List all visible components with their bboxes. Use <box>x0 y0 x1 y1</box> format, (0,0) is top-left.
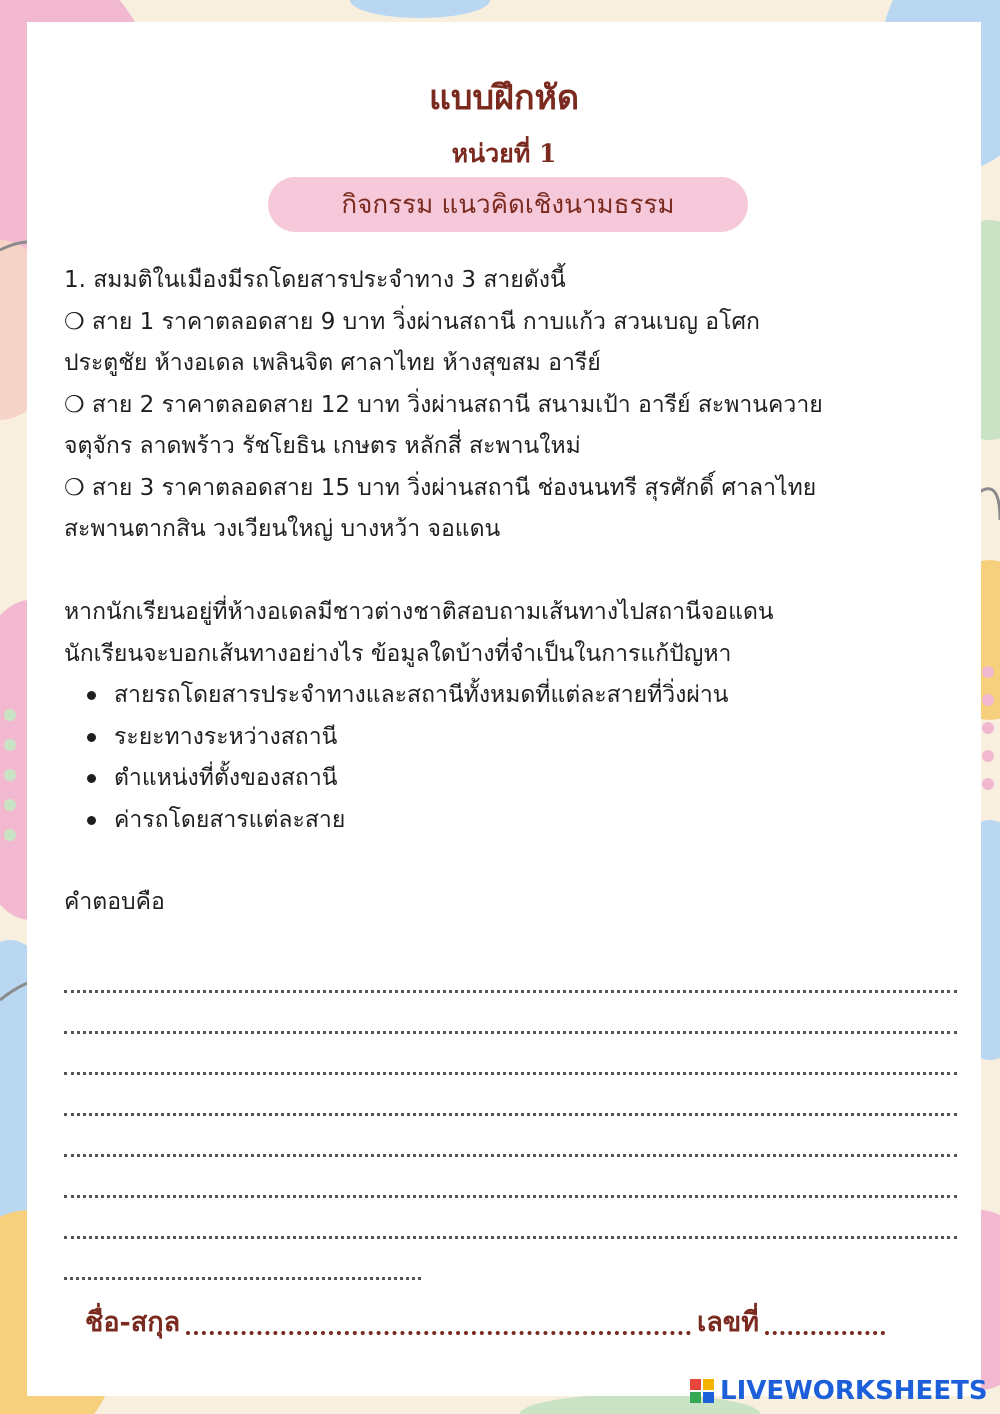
route-line: ❍ สาย 1 ราคาตลอดสาย 9 บาท วิ่งผ่านสถานี กาบแก้ว สวนเบญ อโศก <box>64 308 760 335</box>
liveworksheets-logo-icon <box>690 1379 714 1403</box>
route-line: ❍ สาย 3 ราคาตลอดสาย 15 บาท วิ่งผ่านสถานี ช่องนนทรี สุรศักดิ์ ศาลาไทย <box>64 474 817 501</box>
brand-text: LIVEWORKSHEETS <box>720 1376 988 1406</box>
route-line: ❍ สาย 2 ราคาตลอดสาย 12 บาท วิ่งผ่านสถานี สนามเป้า อารีย์ สะพานควาย <box>64 391 823 418</box>
route-line: สะพานตากสิน วงเวียนใหญ่ บางหว้า จอแดน <box>64 516 501 542</box>
activity-banner <box>268 177 748 232</box>
question-intro: 1. สมมติในเมืองมีรถโดยสารประจำทาง 3 สายดังนี้ <box>64 267 566 293</box>
student-info-row <box>85 1300 885 1343</box>
route-line: ประตูชัย ห้างอเดล เพลินจิต ศาลาไทย ห้างสุขสม อารีย์ <box>64 350 601 376</box>
route-line: จตุจักร ลาดพร้าว รัชโยธิน เกษตร หลักสี่ สะพานใหม่ <box>64 433 581 459</box>
answer-options-list <box>64 675 964 841</box>
answer-option[interactable]: ระยะทางระหว่างสถานี <box>114 717 964 759</box>
activity-title: กิจกรรม แนวคิดเชิงนามธรรม <box>341 190 675 220</box>
unit-heading: หน่วยที่ 1 <box>451 139 557 168</box>
answer-line[interactable] <box>64 1154 957 1157</box>
liveworksheets-brand[interactable] <box>690 1374 988 1408</box>
spacer <box>64 551 964 593</box>
answer-line[interactable] <box>64 1277 421 1280</box>
answer-line[interactable] <box>64 1113 957 1116</box>
answer-line[interactable] <box>64 1031 957 1034</box>
question-prompt: นักเรียนจะบอกเส้นทางอย่างไร ข้อมูลใดบ้างที่จำเป็นในการแก้ปัญหา <box>64 640 732 667</box>
answer-label: คำตอบคือ <box>64 889 165 915</box>
answer-line[interactable] <box>64 1072 957 1075</box>
number-field[interactable] <box>765 1331 885 1335</box>
answer-option[interactable]: ตำแหน่งที่ตั้งของสถานี <box>114 758 964 800</box>
answer-line[interactable] <box>64 1195 957 1198</box>
answer-option[interactable]: สายรถโดยสารประจำทางและสถานีทั้งหมดที่แต่ละสายที่วิ่งผ่าน <box>114 675 964 717</box>
answer-option[interactable]: ค่ารถโดยสารแต่ละสาย <box>114 800 964 842</box>
answer-line[interactable] <box>64 990 957 993</box>
answer-line[interactable] <box>64 1236 957 1239</box>
question-prompt: หากนักเรียนอยู่ที่ห้างอเดลมีชาวต่างชาติสอบถามเส้นทางไปสถานีจอแดน <box>64 599 774 625</box>
worksheet-sheet <box>27 22 981 1396</box>
name-field[interactable] <box>186 1331 691 1335</box>
number-label: เลขที่ <box>696 1307 759 1338</box>
worksheet-title: แบบฝึกหัด <box>428 78 580 118</box>
question-body <box>64 260 964 841</box>
name-label: ชื่อ-สกุล <box>85 1307 181 1338</box>
